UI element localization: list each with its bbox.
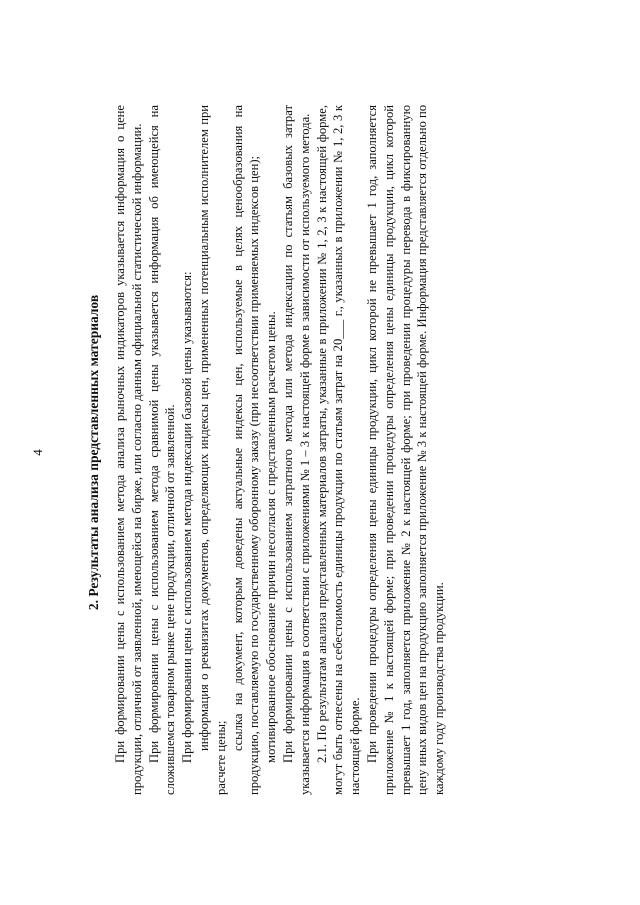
document-body bbox=[112, 105, 448, 795]
section-title: 2. Результаты анализа представленных материалов bbox=[86, 294, 101, 611]
list-item: ссылка на документ, которым доведены актуальные индексы цен, используемые в целях ценообразования на продукцию, поставляемую по государственному оборонному заказу (при несоответствии применяемых индексов цен); bbox=[230, 105, 262, 795]
page-number: 4 bbox=[30, 449, 45, 456]
paragraph: При формировании цены с использованием затратного метода или метода индексации по статьям базовых затрат указывается информация в соответствии с приложениями № 1 – 3 к настоящей форме в зависимости от используемого метода. bbox=[280, 105, 312, 795]
paragraph: При формировании цены с использованием метода анализа рыночных индикаторов указывается информация о цене продукции, отличной от заявленной, имеющейся на бирже, или согласно данным официальной статистической информации. bbox=[113, 105, 144, 795]
paragraph: 2.1. По результатам анализа представленных материалов затраты, указанные в приложении № 1, 2, 3 к настоящей форме, могут быть отнесены на себестоимость единицы продукции по статьям затрат на 20___ г., указанных в приложении № 1, 2, 3 к настоящей форме. bbox=[314, 105, 363, 795]
list-item: информация о реквизитах документов, определяющих индексы цен, примененных потенциальным исполнителем при расчете цены; bbox=[196, 105, 228, 795]
paragraph: мотивированное обоснование причин несогласия с представленным расчетом цены. bbox=[264, 311, 279, 763]
paragraph: При проведении процедуры определения цены единицы продукции, цикл которой не превышает 1 год, заполняется приложение № 1 к настоящей форме; при проведении процедуры определения цены единицы продукции, цикл которой превышает 1 год, заполняется приложение № 2 к настоящей форме; при проведении процедуры перевода в фиксированную цену иных видов цен на продукцию заполняется приложение № 3 к настоящей форме. Информация представляется отдельно по каждому году производства продукции. bbox=[364, 105, 447, 795]
paragraph: При формировании цены с использованием метода сравнимой цены указывается информация об имеющейся на сложившемся товарном рынке цене продукции, отличной от заявленной. bbox=[146, 105, 178, 795]
paragraph: При формировании цены с использованием метода индексации базовой цены указываются: bbox=[180, 271, 195, 763]
